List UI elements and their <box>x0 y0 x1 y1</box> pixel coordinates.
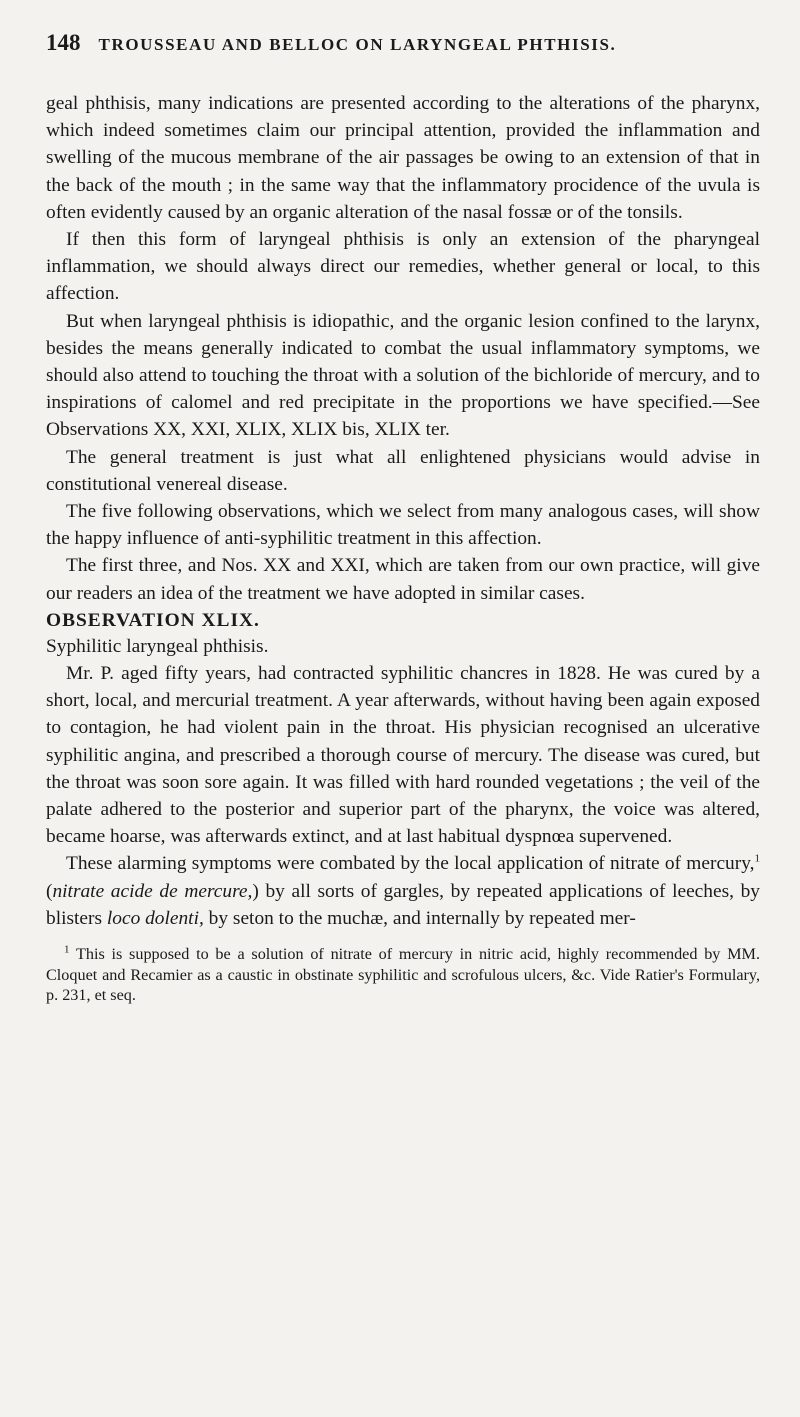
text-run: by seton to the muchæ, and internally by repeated mer- <box>203 907 636 929</box>
italic-phrase: nitrate acide de mercure, <box>52 880 253 902</box>
body-text <box>46 90 760 932</box>
text-run: These alarming symptoms were combated by the local application of nitrate of mercury, <box>66 853 755 875</box>
paragraph: The first three, and Nos. XX and XXI, which are taken from our own practice, will give our readers an idea of the treatment we have adopted in similar cases. <box>46 555 760 604</box>
observation-subtitle: Syphilitic laryngeal phthisis. <box>46 635 269 657</box>
paragraph: Mr. P. aged fifty years, had contracted syphilitic chancres in 1828. He was cured by a short, local, and mercurial treatment. A year afterwards, without having been again exposed to contagion, he had violent pain in the throat. His physician recognised an ulcerative syphilitic angina, and prescribed a thorough course of mercury. The disease was cured, but the throat was soon sore again. It was filled with hard rounded vegetations ; the veil of the palate adhered to the posterior and superior part of the pharynx, the voice was altered, became hoarse, was afterwards extinct, and at last habitual dyspnœa supervened. <box>46 663 760 848</box>
paragraph: geal phthisis, many indications are presented according to the alterations of the pharynx, which indeed sometimes claim our principal attention, provided the inflammation and swelling of the mucous membrane of the air passages be owing to an extension of that in the back of the mouth ; in the same way that the inflammatory procidence of the uvula is often evidently caused by an organic alteration of the nasal fossæ or of the tonsils. <box>46 93 760 223</box>
paragraph <box>46 850 760 932</box>
paragraph: But when laryngeal phthisis is idiopathic, and the organic lesion confined to the larynx, besides the means generally indicated to combat the usual inflammatory symptoms, we should also attend to touching the throat with a solution of the bichloride of mercury, and to inspirations of calomel and red precipitate in the proportions we have specified.—See Observations XX, XXI, XLIX, XLIX bis, XLIX ter. <box>46 310 760 441</box>
paragraph: The five following observations, which we select from many analogous cases, will show the happy influence of anti-syphilitic treatment in this affection. <box>46 501 760 550</box>
footnote <box>46 944 760 1006</box>
paragraph: If then this form of laryngeal phthisis is only an extension of the pharyngeal inflammation, we should always direct our remedies, whether general or local, to this affection. <box>46 229 760 305</box>
text-run: ) by all sorts of gargles, by repeated applications of leeches, by blisters <box>46 880 760 929</box>
paragraph: The general treatment is just what all enlightened physicians would advise in constitutional venereal disease. <box>46 446 760 495</box>
book-page <box>46 30 760 1022</box>
running-title: TROUSSEAU AND BELLOC ON LARYNGEAL PHTHISIS. <box>98 35 617 54</box>
footnote-mark: 1 <box>64 943 70 956</box>
running-header <box>46 30 760 66</box>
italic-phrase: loco dolenti, <box>106 907 204 929</box>
footnote-text: This is supposed to be a solution of nitrate of mercury in nitric acid, highly recommended by MM. Cloquet and Recamier as a caustic in obstinate syphilitic and scrofulous ulcers, &c. Vide Ratier's Formulary, p. 231, et seq. <box>46 945 760 1005</box>
page-number: 148 <box>46 30 81 55</box>
text-run: ( <box>46 880 53 902</box>
footnote-reference: 1 <box>754 853 760 866</box>
observation-title: OBSERVATION XLIX. <box>46 609 260 631</box>
